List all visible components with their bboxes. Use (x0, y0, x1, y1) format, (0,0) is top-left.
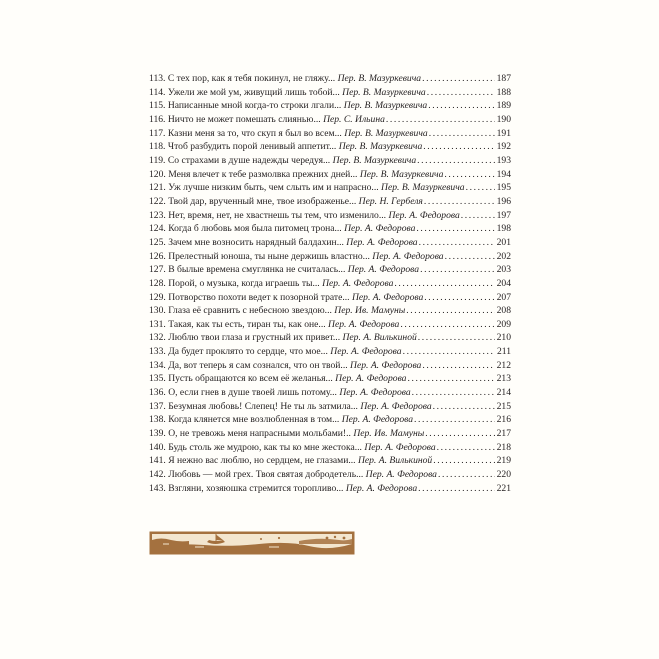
dot-leader (417, 331, 495, 345)
entry-translator: Пер. А. Федорова (372, 250, 444, 262)
toc-entry (149, 263, 511, 277)
dot-leader (422, 140, 495, 154)
entry-number: 115. (149, 100, 166, 112)
entry-page-number: 190 (496, 113, 511, 125)
entry-number: 141. (149, 455, 166, 467)
entry-number: 136. (149, 387, 166, 399)
toc-entry (149, 140, 511, 154)
dot-leader (416, 154, 495, 168)
toc-entry (149, 454, 511, 468)
entry-first-line: Да, вот теперь я сам сознался, что он твой... (168, 359, 348, 371)
entry-first-line: Со страхами в душе надежды чередуя... (167, 154, 331, 166)
entry-translator: Пер. В. Мазуркевича (344, 127, 428, 139)
entry-page-number: 192 (496, 141, 511, 153)
entry-first-line: С тех пор, как я тебя покинул, не гляжу... (167, 73, 336, 84)
entry-number: 133. (149, 346, 166, 358)
dot-leader (419, 263, 495, 277)
dot-leader (421, 72, 495, 86)
entry-number: 119. (149, 154, 166, 166)
entry-number: 140. (149, 441, 166, 453)
entry-translator: Пер. А. Федорова (330, 346, 402, 358)
dot-leader (423, 291, 495, 305)
toc-entry (149, 86, 511, 100)
entry-translator: Пер. Н. Гербеля (358, 195, 423, 207)
entry-first-line: Прелестный юноша, ты ныне держишь властно... (168, 250, 370, 262)
toc-entry (149, 318, 511, 332)
entry-number: 126. (149, 250, 166, 262)
toc-entry (149, 154, 511, 168)
dot-leader (424, 427, 495, 441)
dot-leader (399, 318, 495, 332)
dot-leader (418, 236, 495, 250)
dot-leader (432, 454, 495, 468)
toc-entry (149, 427, 511, 441)
dot-leader (413, 413, 495, 427)
entry-number: 127. (149, 264, 166, 276)
toc-entry (149, 468, 511, 482)
entry-page-number: 197 (496, 209, 511, 221)
entry-number: 143. (149, 482, 166, 494)
entry-page-number: 211 (496, 346, 511, 358)
entry-translator: Пер. А. Федорова (346, 236, 418, 248)
entry-number: 134. (149, 359, 166, 371)
entry-page-number: 209 (496, 318, 511, 330)
entry-page-number: 196 (496, 195, 511, 207)
entry-number: 128. (149, 277, 166, 289)
entry-page-number: 191 (496, 127, 511, 139)
entry-page-number: 212 (496, 359, 511, 371)
entry-translator: Пер. А. Федорова (365, 469, 437, 481)
dot-leader (426, 86, 495, 100)
entry-translator: Пер. В. Мазуркевича (343, 100, 428, 112)
entry-number: 130. (149, 305, 166, 317)
entry-translator: Пер. А. Федорова (388, 209, 460, 221)
entry-translator: Пер. Ив. Мамуны (353, 428, 425, 440)
entry-page-number: 187 (496, 73, 511, 84)
entry-page-number: 214 (496, 387, 511, 399)
entry-first-line: Чтоб разбудить порой ленивый аппетит... (167, 141, 337, 153)
toc-entry (149, 277, 511, 291)
toc-entry (149, 127, 511, 141)
entry-first-line: Уж лучше низким быть, чем слыть им и напрасно... (168, 182, 379, 194)
dot-leader (421, 359, 495, 373)
toc-entry (149, 345, 511, 359)
toc-entry (149, 372, 511, 386)
entry-page-number: 218 (496, 441, 511, 453)
entry-first-line: Я нежно вас люблю, но сердцем, не глазами... (168, 455, 356, 467)
entry-translator: Пер. А. Федорова (347, 264, 420, 276)
toc-entry (149, 386, 511, 400)
dot-leader (415, 222, 495, 236)
toc-entry (149, 72, 511, 86)
entry-translator: Пер. А. Федорова (360, 400, 432, 412)
entry-translator: Пер. А. Федорова (335, 373, 407, 385)
dot-leader (444, 250, 495, 264)
toc-entry (149, 168, 511, 182)
toc-entry (149, 250, 511, 264)
entry-number: 124. (149, 223, 166, 235)
entry-page-number: 188 (496, 86, 511, 98)
entry-number: 138. (149, 414, 166, 426)
entry-first-line: Любовь — мой грех. Твоя святая добродетель... (168, 469, 364, 481)
entry-number: 131. (149, 318, 166, 330)
entry-first-line: Ничто не может помешать слиянью... (167, 113, 321, 125)
dot-leader (406, 372, 495, 386)
toc-entry (149, 99, 511, 113)
entry-page-number: 217 (496, 428, 511, 440)
entry-first-line: Пусть обращаются ко всем её желанья... (168, 373, 333, 385)
entry-number: 117. (149, 127, 166, 139)
entry-first-line: Твой дар, врученный мне, твое изображенье... (168, 195, 357, 207)
dot-leader (460, 209, 495, 223)
dot-leader (436, 441, 495, 455)
toc-entry (149, 331, 511, 345)
entry-page-number: 195 (496, 182, 511, 194)
entry-first-line: Казни меня за то, что скуп я был во всем... (167, 127, 342, 139)
entry-translator: Пер. А. Федорова (328, 318, 400, 330)
entry-number: 122. (149, 195, 166, 207)
entry-first-line: О, не тревожь меня напрасными мольбами!.. (168, 428, 351, 440)
toc-entry (149, 413, 511, 427)
dot-leader (393, 277, 495, 291)
entry-page-number: 219 (496, 455, 511, 467)
toc-entry (149, 441, 511, 455)
entry-number: 135. (149, 373, 166, 385)
entry-number: 121. (149, 182, 166, 194)
entry-first-line: Ужели же мой ум, живущий лишь тобой... (167, 86, 340, 98)
dot-leader (437, 468, 495, 482)
entry-page-number: 201 (496, 236, 511, 248)
entry-page-number: 194 (496, 168, 511, 180)
toc-entry (149, 113, 511, 127)
entry-translator: Пер. В. Мазуркевича (342, 86, 426, 98)
entry-number: 118. (149, 141, 166, 153)
entry-translator: Пер. А. Федорова (339, 387, 411, 399)
entry-number: 132. (149, 332, 166, 344)
entry-translator: Пер. В. Мазуркевича (359, 168, 444, 180)
entry-number: 139. (149, 428, 166, 440)
dot-leader (428, 127, 495, 141)
toc-entry (149, 195, 511, 209)
toc-entry (149, 359, 511, 373)
entry-page-number: 210 (496, 332, 511, 344)
toc-entry (149, 222, 511, 236)
entry-number: 113. (149, 73, 166, 84)
entry-first-line: Да будет проклято то сердце, что мое... (168, 346, 328, 358)
entry-first-line: Нет, время, нет, не хвастнешь ты тем, что изменило... (168, 209, 387, 221)
entry-page-number: 220 (496, 469, 511, 481)
entry-first-line: Глаза её сравнить с небесною звездою... (168, 305, 332, 317)
entry-translator: Пер. С. Ильина (323, 113, 385, 125)
entry-translator: Пер. В. Мазуркевича (332, 154, 417, 166)
entry-translator: Пер. Ив. Мамуны (334, 305, 406, 317)
toc-entry (149, 304, 511, 318)
entry-page-number: 204 (496, 277, 511, 289)
entry-number: 137. (149, 400, 166, 412)
entry-number: 123. (149, 209, 166, 221)
entry-page-number: 213 (496, 373, 511, 385)
entry-translator: Пер. А. Федорова (341, 414, 414, 426)
table-of-contents (149, 72, 511, 495)
entry-first-line: Безумная любовь! Слепец! Не ты ль затмила... (168, 400, 358, 412)
dot-leader (427, 99, 495, 113)
entry-first-line: О, если гнев в душе твоей лишь потому... (168, 387, 337, 399)
entry-number: 129. (149, 291, 166, 303)
entry-page-number: 207 (496, 291, 511, 303)
entry-translator: Пер. А. Федорова (345, 482, 418, 494)
entry-page-number: 202 (496, 250, 511, 262)
entry-first-line: В былые времена смуглянка не считалась... (168, 264, 346, 276)
toc-entry (149, 181, 511, 195)
entry-page-number: 198 (496, 223, 511, 235)
toc-entry (149, 482, 511, 496)
entry-first-line: Взгляни, хозяюшка стремится торопливо... (168, 482, 344, 494)
entry-translator: Пер. А. Вилькиной (342, 332, 417, 344)
entry-page-number: 203 (496, 264, 511, 276)
dot-leader (432, 400, 495, 414)
entry-translator: Пер. В. Мазуркевича (337, 73, 422, 84)
entry-translator: Пер. А. Вилькиной (357, 455, 433, 467)
entry-first-line: Когда б любовь моя была питомец трона... (168, 223, 342, 235)
entry-number: 116. (149, 113, 166, 125)
entry-page-number: 221 (496, 482, 511, 494)
entry-number: 142. (149, 469, 166, 481)
entry-translator: Пер. А. Федорова (322, 277, 394, 289)
entry-first-line: Меня влечет к тебе размолвка прежних дней... (168, 168, 358, 180)
entry-number: 114. (149, 86, 166, 98)
entry-page-number: 189 (496, 100, 511, 112)
entry-translator: Пер. А. Федорова (351, 291, 424, 303)
dot-leader (402, 345, 495, 359)
entry-page-number: 193 (496, 154, 511, 166)
entry-first-line: Когда клянется мне возлюбленная в том... (168, 414, 340, 426)
entry-number: 125. (149, 236, 166, 248)
toc-entry (149, 400, 511, 414)
entry-first-line: Порой, о музыка, когда играешь ты... (168, 277, 320, 289)
entry-translator: Пер. А. Федорова (344, 223, 416, 235)
entry-page-number: 215 (496, 400, 511, 412)
dot-leader (411, 386, 495, 400)
entry-translator: Пер. А. Федорова (364, 441, 436, 453)
entry-translator: Пер. В. Мазуркевича (338, 141, 423, 153)
dot-leader (405, 304, 495, 318)
toc-entry (149, 209, 511, 223)
entry-translator: Пер. А. Федорова (350, 359, 422, 371)
entry-first-line: Будь столь же мудрою, как ты ко мне жестока... (168, 441, 362, 453)
entry-first-line: Люблю твои глаза и грустный их привет... (168, 332, 341, 344)
toc-entry (149, 291, 511, 305)
entry-page-number: 208 (496, 305, 511, 317)
entry-first-line: Такая, как ты есть, тиран ты, как оне... (168, 318, 326, 330)
toc-entry (149, 236, 511, 250)
entry-first-line: Написанные мной когда-то строки лгали... (167, 100, 342, 112)
dot-leader (423, 195, 495, 209)
dot-leader (443, 168, 495, 182)
entry-first-line: Зачем мне возносить нарядный балдахин... (168, 236, 344, 248)
dot-leader (417, 482, 495, 496)
entry-number: 120. (149, 168, 166, 180)
entry-page-number: 216 (496, 414, 511, 426)
dot-leader (465, 181, 495, 195)
entry-translator: Пер. В. Мазуркевича (381, 182, 465, 194)
boat-landscape-vignette-icon (149, 531, 355, 555)
dot-leader (385, 113, 495, 127)
entry-first-line: Потворство похоти ведет к позорной трате... (168, 291, 350, 303)
